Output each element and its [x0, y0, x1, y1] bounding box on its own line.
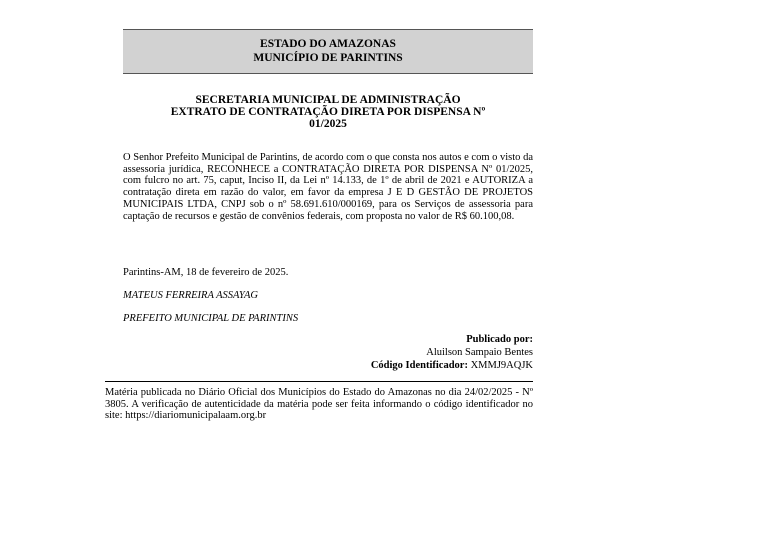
body-paragraph: O Senhor Prefeito Municipal de Parintins, de acordo com o que consta nos autos e com o visto da assessoria jurídica, RECONHECE a CONTRATAÇÃO DIRETA POR DISPENSA Nº 01/2025, com fulcro no art. 75, caput, Inciso II, da Lei nº 14.133, de 1º de abril de 2021 e AUTORIZA a contratação direta em razão do valor, em favor da empresa J E D GESTÃO DE PROJETOS MUNICIPAIS LTDA, CNPJ sob o nº 58.691.610/000169, para os Serviços de assessoria para captação de recursos e gestão de convênios federais, com proposta no valor de R$ 60.100,08. — [123, 152, 533, 222]
extract-number: 01/2025 — [309, 118, 347, 130]
extract-title: EXTRATO DE CONTRATAÇÃO DIRETA POR DISPENSA Nº — [170, 106, 486, 118]
municipality-name: MUNICÍPIO DE PARINTINS — [253, 52, 403, 64]
identifier-code-label: Código Identificador: — [370, 360, 468, 371]
signer-role: PREFEITO MUNICIPAL DE PARINTINS — [123, 313, 299, 324]
footer-note: Matéria publicada no Diário Oficial dos Municípios do Estado do Amazonas no dia 24/02/2025 - Nº 3805. A verificação de autenticidade da matéria pode ser feita informando o código identificador no site: https://diariomunicipalaam.org.br — [105, 387, 533, 422]
publisher-name: Aluilson Sampaio Bentes — [426, 347, 533, 358]
footer-divider — [105, 381, 533, 382]
secretariat-title: SECRETARIA MUNICIPAL DE ADMINISTRAÇÃO — [195, 94, 461, 106]
document-header — [123, 29, 533, 74]
identifier-code — [371, 360, 533, 372]
state-name: ESTADO DO AMAZONAS — [260, 38, 396, 50]
signer-name: MATEUS FERREIRA ASSAYAG — [123, 290, 258, 301]
date-line: Parintins-AM, 18 de fevereiro de 2025. — [123, 267, 289, 278]
published-by-label: Publicado por: — [466, 334, 533, 345]
identifier-code-value: XMMJ9AQJK — [470, 360, 533, 371]
